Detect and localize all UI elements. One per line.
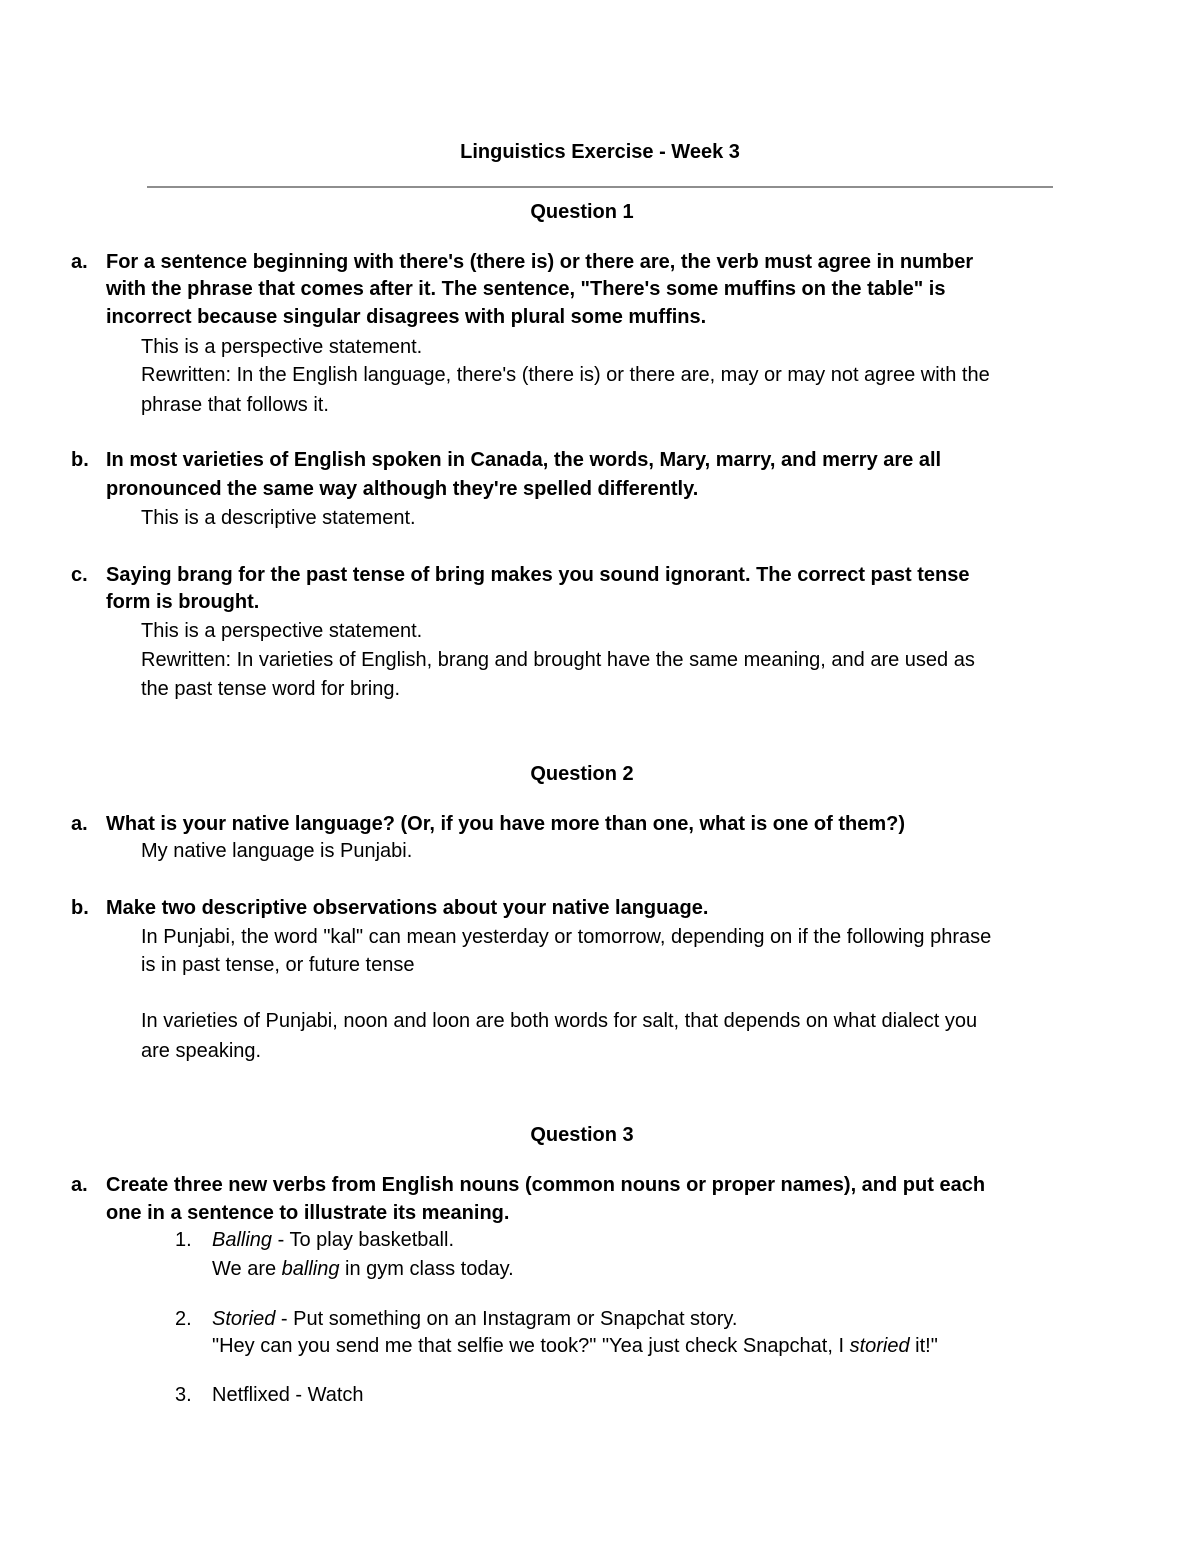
q1-c-prompt-line: Saying brang for the past tense of bring makes you sound ignorant. The correct past tense bbox=[106, 564, 970, 586]
q1-c-answer-line: This is a perspective statement. bbox=[141, 620, 423, 642]
definition-text: - Put something on an Instagram or Snapchat story. bbox=[275, 1308, 738, 1330]
q2-a-letter: a. bbox=[71, 813, 88, 835]
example-text: We are bbox=[212, 1258, 282, 1280]
q1-b-answer-line: This is a descriptive statement. bbox=[141, 507, 416, 529]
coined-verb: storied bbox=[849, 1335, 910, 1357]
list-item-number: 2. bbox=[175, 1308, 192, 1330]
coined-verb: balling bbox=[281, 1258, 340, 1280]
question-3-heading: Question 3 bbox=[530, 1124, 634, 1146]
q1-a-answer-line: Rewritten: In the English language, there's (there is) or there are, may or may not agree with the bbox=[141, 364, 990, 386]
q1-c-answer-line: the past tense word for bring. bbox=[141, 678, 401, 700]
q2-b-letter: b. bbox=[71, 897, 89, 919]
example-text: "Hey can you send me that selfie we took?" "Yea just check Snapchat, I bbox=[212, 1335, 850, 1357]
q1-c-answer-line: Rewritten: In varieties of English, brang and brought have the same meaning, and are used as bbox=[141, 649, 975, 671]
list-item-example bbox=[212, 1258, 514, 1281]
example-text: it!" bbox=[909, 1335, 938, 1357]
q1-b-prompt-line: In most varieties of English spoken in Canada, the words, Mary, marry, and merry are all bbox=[106, 449, 942, 471]
list-item-number: 3. bbox=[175, 1384, 192, 1406]
q2-a-prompt-line: What is your native language? (Or, if you have more than one, what is one of them?) bbox=[106, 813, 905, 835]
list-item-definition bbox=[212, 1229, 454, 1252]
q1-c-prompt-line: form is brought. bbox=[106, 591, 260, 613]
q3-a-prompt-line: Create three new verbs from English nouns (common nouns or proper names), and put each bbox=[106, 1174, 986, 1196]
coined-verb: Balling bbox=[212, 1229, 273, 1251]
q1-b-prompt-line: pronounced the same way although they're spelled differently. bbox=[106, 478, 699, 500]
q3-a-letter: a. bbox=[71, 1174, 88, 1196]
q2-b-answer-line: In varieties of Punjabi, noon and loon are both words for salt, that depends on what dialect you bbox=[141, 1010, 978, 1032]
list-item-definition: Netflixed - Watch bbox=[212, 1384, 364, 1406]
coined-verb: Storied bbox=[212, 1308, 276, 1330]
q1-a-prompt-line: For a sentence beginning with there's (there is) or there are, the verb must agree in number bbox=[106, 251, 974, 273]
q2-b-answer-line: is in past tense, or future tense bbox=[141, 954, 415, 976]
list-item-definition bbox=[212, 1308, 737, 1331]
example-text: in gym class today. bbox=[339, 1258, 514, 1280]
q1-a-prompt-line: incorrect because singular disagrees with plural some muffins. bbox=[106, 306, 707, 328]
q1-a-answer-line: phrase that follows it. bbox=[141, 394, 329, 416]
question-2-heading: Question 2 bbox=[530, 763, 634, 785]
q2-b-prompt-line: Make two descriptive observations about your native language. bbox=[106, 897, 709, 919]
q2-a-answer-line: My native language is Punjabi. bbox=[141, 840, 413, 862]
definition-text: - To play basketball. bbox=[272, 1229, 454, 1251]
list-item-number: 1. bbox=[175, 1229, 192, 1251]
question-1-heading: Question 1 bbox=[530, 201, 634, 223]
q1-a-letter: a. bbox=[71, 251, 88, 273]
title-divider bbox=[147, 186, 1053, 188]
document-title: Linguistics Exercise - Week 3 bbox=[460, 141, 740, 163]
q2-b-answer-line: are speaking. bbox=[141, 1040, 262, 1062]
q1-a-answer-line: This is a perspective statement. bbox=[141, 336, 423, 358]
q2-b-answer-line: In Punjabi, the word "kal" can mean yesterday or tomorrow, depending on if the following phrase bbox=[141, 926, 992, 948]
q1-c-letter: c. bbox=[71, 564, 88, 586]
q1-b-letter: b. bbox=[71, 449, 89, 471]
q3-a-prompt-line: one in a sentence to illustrate its meaning. bbox=[106, 1202, 510, 1224]
list-item-example bbox=[212, 1335, 938, 1358]
q1-a-prompt-line: with the phrase that comes after it. The sentence, "There's some muffins on the table" is bbox=[106, 278, 946, 300]
